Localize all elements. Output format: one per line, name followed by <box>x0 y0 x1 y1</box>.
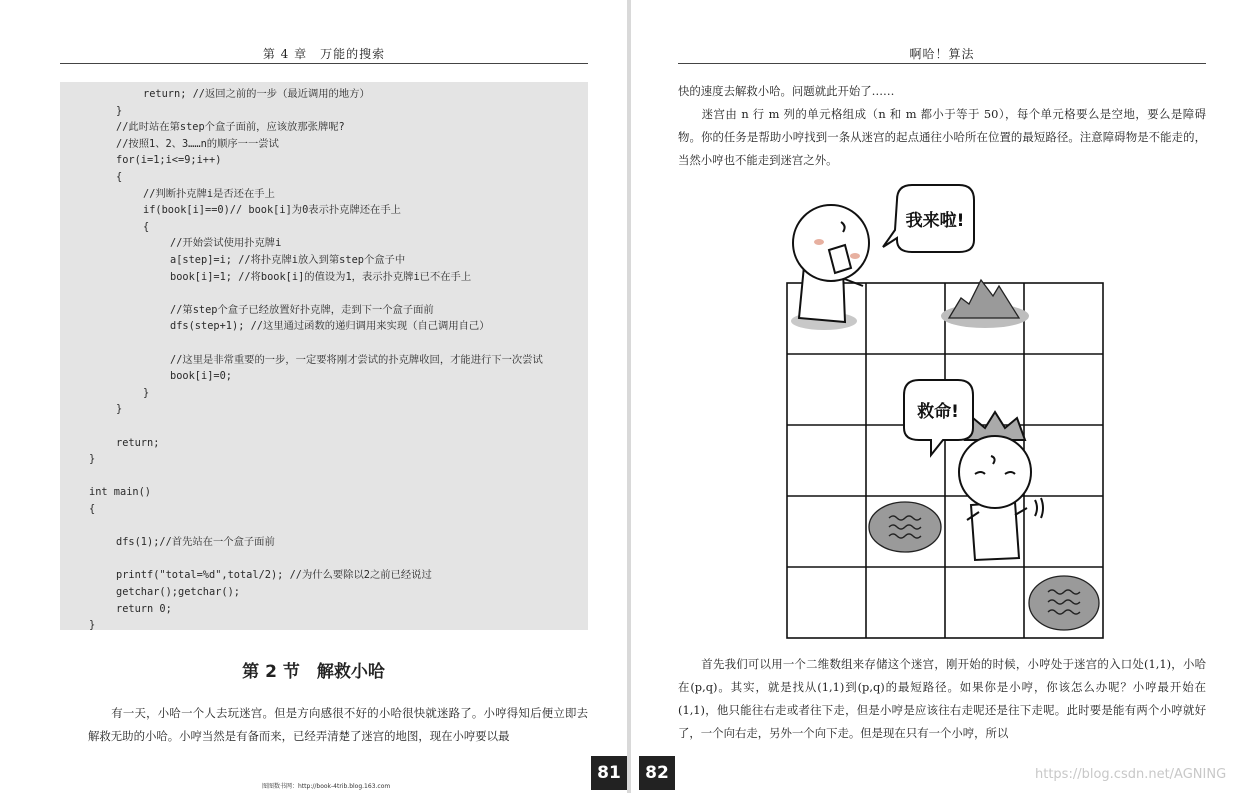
code-line: //第step个盒子已经放置好扑克牌，走到下一个盒子面前 <box>170 303 434 316</box>
code-line: //开始尝试使用扑克牌i <box>170 237 282 250</box>
code-line: { <box>143 220 150 233</box>
solution-paragraph: 首先我们可以用一个二维数组来存储这个迷宫，刚开始的时候，小哼处于迷宫的入口处(1,1)，小哈在(p,q)。其实，就是找从(1,1)到(p,q)的最短路径。如果你是小哼，你该怎么办呢？小哼最开始在(1,1)，他只能往右走或者往下走，但是小哼是应该往右走呢还是往下走呢。此时要是能有两个小哼就好了，一个向右走，另外一个向下走。但是现在只有一个小哼，所以 <box>678 657 1206 740</box>
bubble-text-1: 我来啦! <box>905 211 965 231</box>
right-page <box>631 0 1250 793</box>
speech-bubble <box>883 185 974 252</box>
code-line: return; <box>116 436 160 449</box>
continued-paragraph: 快的速度去解救小哈。问题就此开始了…… <box>678 84 895 98</box>
code-line: int main() <box>89 486 151 499</box>
code-line: { <box>89 503 96 515</box>
speech-bubble <box>904 380 973 455</box>
code-line: //这里是非常重要的一步，一定要将刚才尝试的扑克牌收回，才能进行下一次尝试 <box>170 353 543 366</box>
code-line: dfs(step+1); //这里通过函数的递归调用来实现（自己调用自己） <box>170 320 490 333</box>
book-header: 啊哈！算法 <box>909 47 975 61</box>
code-line: if(book[i]==0)// book[i]为0表示扑克牌还在手上 <box>143 204 401 217</box>
maze-description-paragraph: 迷宫由 n 行 m 列的单元格组成（n 和 m 都小于等于 50），每个单元格要么是空地，要么是障碍物。你的任务是帮助小哼找到一条从迷宫的起点通往小哈所在位置的最短路径。注意障碍物是不能走的，当然小哼也不能走到迷宫之外。 <box>678 107 1206 167</box>
xiaoheng-character <box>791 205 869 330</box>
page-number-right: 82 <box>639 756 675 790</box>
water-icon <box>869 502 941 552</box>
code-line: //判断扑克牌i是否还在手上 <box>143 187 275 200</box>
code-line: book[i]=0; <box>170 370 232 383</box>
watermark: https://blog.csdn.net/AGNING <box>1035 767 1227 782</box>
mountain-icon <box>941 280 1029 328</box>
code-line: } <box>116 104 123 117</box>
footer-url: 图图数书网：http://book-4trib.blog.163.com <box>262 783 391 790</box>
section-title: 第 2 节 解救小哈 <box>242 662 385 682</box>
code-line: printf("total=%d",total/2); //为什么要除以2之前已经说过 <box>116 569 432 582</box>
code-line: getchar();getchar(); <box>116 586 240 598</box>
code-line: a[step]=i; //将扑克牌i放入到第step个盒子中 <box>170 254 406 266</box>
code-line: //此时站在第step个盒子面前，应该放那张牌呢? <box>116 121 345 134</box>
code-line: for(i=1;i<=9;i++) <box>116 154 222 167</box>
code-line: } <box>116 403 123 416</box>
code-line: //按照1、2、3……n的顺序一一尝试 <box>116 137 279 150</box>
water-icon <box>1029 576 1099 630</box>
code-line: { <box>116 171 123 183</box>
chapter-header: 第 4 章 万能的搜索 <box>262 47 386 61</box>
intro-paragraph: 有一天，小哈一个人去玩迷宫。但是方向感很不好的小哈很快就迷路了。小哼得知后便立即去解救无助的小哈。小哼当然是有备而来，已经弄清楚了迷宫的地图，现在小哼要以最 <box>88 706 588 743</box>
code-line: } <box>143 386 150 399</box>
code-line: return; //返回之前的一步（最近调用的地方） <box>143 88 370 100</box>
header-rule <box>60 63 588 64</box>
code-line: dfs(1);//首先站在一个盒子面前 <box>116 536 275 549</box>
bubble-text-2: 救命! <box>917 402 959 422</box>
code-line: } <box>89 619 96 632</box>
page-number-left: 81 <box>591 756 627 790</box>
code-line: book[i]=1; //将book[i]的值设为1，表示扑克牌i已不在手上 <box>170 270 472 283</box>
code-line: } <box>89 453 96 466</box>
code-line: return 0; <box>116 602 172 615</box>
maze-illustration <box>631 0 1250 650</box>
code-block <box>60 82 588 630</box>
